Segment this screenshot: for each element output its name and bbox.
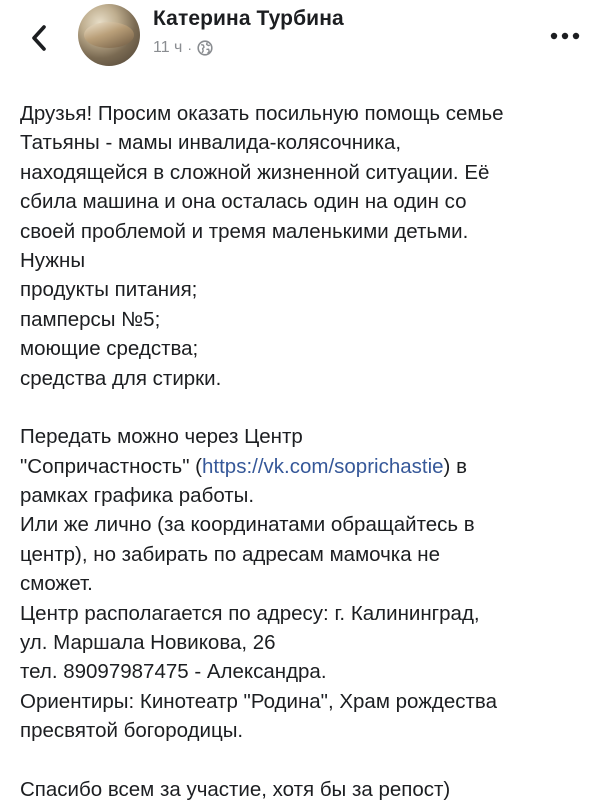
more-options-button[interactable] — [548, 24, 582, 48]
post-line: моющие средства; — [20, 337, 199, 361]
post-line: памперсы №5; — [20, 307, 161, 331]
post-text — [20, 99, 588, 804]
post-line: сможет. — [20, 572, 93, 596]
paragraph-gap — [20, 746, 588, 775]
paragraph-gap — [20, 393, 588, 422]
post-line: центр), но забирать по адресам мамочка не — [20, 542, 441, 566]
post-line: тел. 89097987475 - Александра. — [20, 660, 327, 684]
meta-separator: · — [187, 40, 193, 56]
post-header — [0, 0, 600, 80]
post-line: средства для стирки. — [20, 366, 222, 390]
post-line: сбила машина и она осталась один на один со — [20, 190, 467, 214]
post-meta — [153, 39, 213, 57]
post-line: Нужны — [20, 248, 86, 272]
back-button[interactable] — [24, 20, 54, 56]
vk-link[interactable]: https://vk.com/soprichastie — [202, 454, 444, 478]
author-name[interactable]: Катерина Турбина — [153, 7, 344, 30]
post-line: Ориентиры: Кинотеатр "Родина", Храм рождества — [20, 689, 497, 713]
post-text-segment: "Сопричастность" ( — [20, 454, 202, 478]
post-line — [20, 452, 588, 481]
post-line: Центр располагается по адресу: г. Калининград, — [20, 601, 480, 625]
avatar-image — [84, 22, 134, 48]
post-line: продукты питания; — [20, 278, 198, 302]
post-line: своей проблемой и тремя маленькими детьми. — [20, 219, 469, 243]
chevron-left-icon — [31, 24, 47, 52]
post-line: ул. Маршала Новикова, 26 — [20, 631, 276, 655]
post-line: Передать можно через Центр — [20, 425, 303, 449]
post-line: рамках графика работы. — [20, 484, 255, 508]
globe-icon — [197, 40, 213, 56]
post-line: пресвятой богородицы. — [20, 719, 244, 743]
post-line: Друзья! Просим оказать посильную помощь семье — [20, 102, 504, 125]
more-dots-icon — [550, 32, 580, 40]
post-text-segment: ) в — [443, 454, 467, 478]
avatar[interactable] — [78, 4, 140, 66]
post-line: Спасибо всем за участие, хотя бы за репост) — [20, 777, 451, 801]
post-time[interactable]: 11 ч — [153, 39, 183, 56]
post-line: Или же лично (за координатами обращайтесь в — [20, 513, 475, 537]
post-line: Татьяны - мамы инвалида-колясочника, — [20, 131, 402, 155]
post-line: находящейся в сложной жизненной ситуации. Её — [20, 160, 490, 184]
